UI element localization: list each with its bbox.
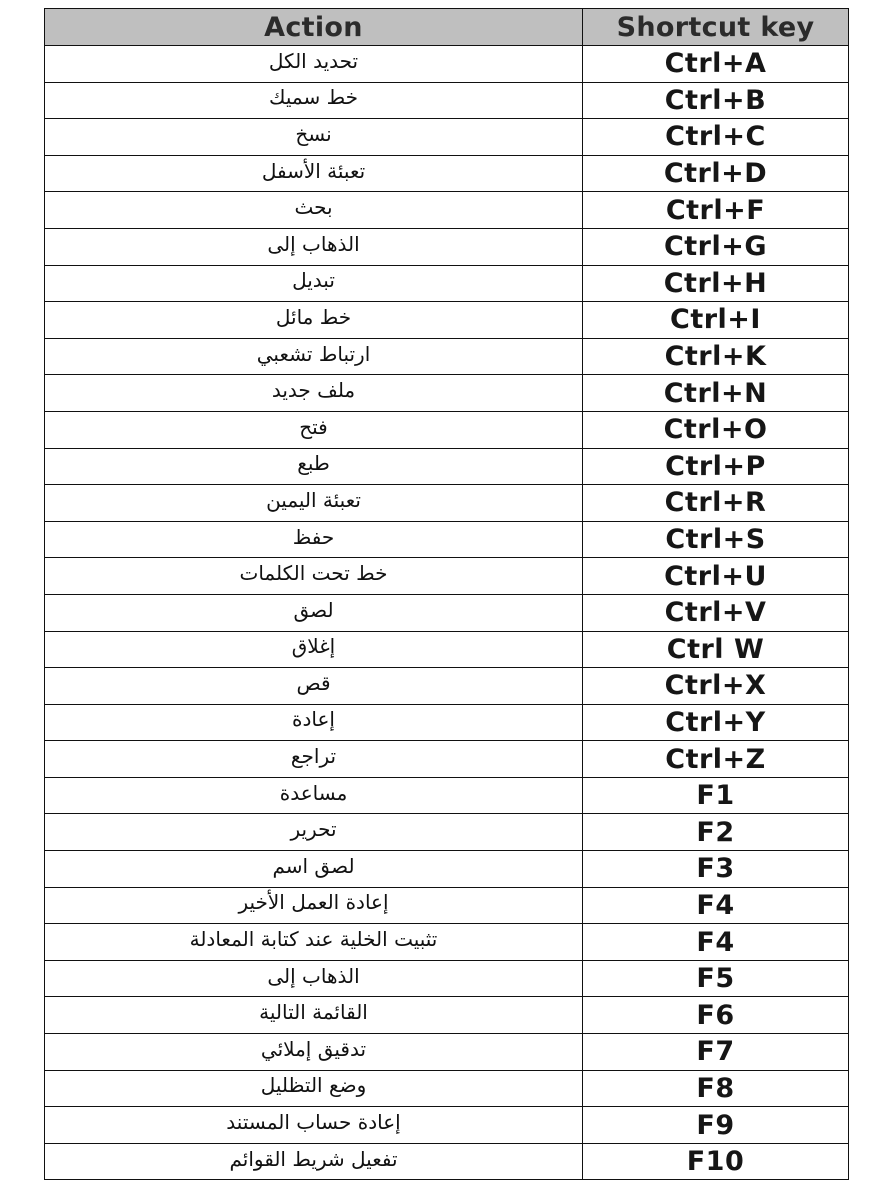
table-row [45, 1143, 849, 1180]
action-cell [45, 46, 583, 83]
table-row [45, 1107, 849, 1144]
action-cell [45, 1107, 583, 1144]
shortcut-cell: F8 [583, 1070, 849, 1107]
table-row [45, 777, 849, 814]
shortcut-cell: Ctrl+F [583, 192, 849, 229]
action-cell [45, 1034, 583, 1071]
shortcut-cell: Ctrl+A [583, 46, 849, 83]
table-row [45, 668, 849, 705]
action-label: ملف جديد [271, 378, 356, 403]
table-body [45, 46, 849, 1180]
action-cell [45, 741, 583, 778]
action-cell [45, 887, 583, 924]
shortcut-cell: Ctrl+C [583, 119, 849, 156]
shortcut-cell: F3 [583, 851, 849, 888]
action-label: إعادة [292, 707, 335, 732]
shortcut-sheet [44, 8, 848, 1180]
table-row [45, 814, 849, 851]
shortcut-table [44, 8, 849, 1180]
table-row [45, 448, 849, 485]
action-cell [45, 82, 583, 119]
action-cell [45, 594, 583, 631]
shortcut-cell: Ctrl+R [583, 485, 849, 522]
action-label: بحث [294, 195, 333, 220]
table-row [45, 338, 849, 375]
action-label: طبع [297, 451, 330, 476]
action-label: تعبئة الأسفل [261, 158, 366, 183]
table-row [45, 485, 849, 522]
table-row [45, 924, 849, 961]
action-label: تفعيل شريط القوائم [229, 1146, 398, 1171]
shortcut-column-header: Shortcut key [583, 9, 849, 46]
table-row [45, 302, 849, 339]
shortcut-cell: Ctrl+P [583, 448, 849, 485]
shortcut-cell: Ctrl W [583, 631, 849, 668]
action-label: وضع التظليل [260, 1073, 367, 1098]
action-label: الذهاب إلى [267, 963, 360, 988]
action-cell [45, 338, 583, 375]
action-cell [45, 851, 583, 888]
shortcut-cell: F2 [583, 814, 849, 851]
shortcut-cell: Ctrl+N [583, 375, 849, 412]
action-cell [45, 448, 583, 485]
action-label: تحرير [290, 817, 337, 842]
action-cell [45, 704, 583, 741]
action-label: تبديل [292, 268, 335, 293]
table-row [45, 192, 849, 229]
table-row [45, 1070, 849, 1107]
table-row [45, 631, 849, 668]
table-row [45, 997, 849, 1034]
action-cell [45, 485, 583, 522]
action-label: تحديد الكل [268, 48, 359, 73]
action-label: الذهاب إلى [267, 231, 360, 256]
shortcut-cell: F4 [583, 887, 849, 924]
action-cell [45, 960, 583, 997]
action-label: إعادة العمل الأخير [238, 890, 389, 915]
shortcut-cell: F7 [583, 1034, 849, 1071]
action-label: تراجع [290, 744, 337, 769]
action-cell [45, 119, 583, 156]
shortcut-cell: Ctrl+B [583, 82, 849, 119]
action-label: القائمة التالية [259, 1000, 368, 1025]
table-row [45, 851, 849, 888]
action-cell [45, 411, 583, 448]
shortcut-cell: Ctrl+I [583, 302, 849, 339]
shortcut-cell: F4 [583, 924, 849, 961]
action-label: تعبئة اليمين [266, 487, 361, 512]
action-label: تدقيق إملائي [260, 1036, 367, 1061]
shortcut-cell: Ctrl+Y [583, 704, 849, 741]
shortcut-cell: Ctrl+Z [583, 741, 849, 778]
shortcut-cell: F10 [583, 1143, 849, 1180]
action-label: خط مائل [275, 304, 352, 329]
table-row [45, 558, 849, 595]
action-cell [45, 777, 583, 814]
shortcut-cell: Ctrl+V [583, 594, 849, 631]
shortcut-cell: Ctrl+K [583, 338, 849, 375]
action-label: تثبيت الخلية عند كتابة المعادلة [189, 927, 438, 952]
action-cell [45, 1070, 583, 1107]
table-row [45, 521, 849, 558]
action-column-header: Action [45, 9, 583, 46]
table-row [45, 594, 849, 631]
table-row [45, 1034, 849, 1071]
header-row [45, 9, 849, 46]
action-label: خط تحت الكلمات [239, 561, 388, 586]
table-row [45, 375, 849, 412]
shortcut-cell: Ctrl+H [583, 265, 849, 302]
action-cell [45, 558, 583, 595]
table-row [45, 960, 849, 997]
action-label: لصق [293, 597, 334, 622]
table-row [45, 119, 849, 156]
action-label: خط سميك [269, 85, 358, 110]
shortcut-cell: F9 [583, 1107, 849, 1144]
action-cell [45, 521, 583, 558]
action-label: لصق اسم [272, 853, 355, 878]
table-row [45, 265, 849, 302]
action-cell [45, 631, 583, 668]
action-cell [45, 924, 583, 961]
action-cell [45, 155, 583, 192]
shortcut-cell: F5 [583, 960, 849, 997]
shortcut-cell: Ctrl+S [583, 521, 849, 558]
table-row [45, 887, 849, 924]
action-label: حفظ [292, 524, 335, 549]
action-label: إغلاق [291, 634, 336, 659]
table-row [45, 704, 849, 741]
action-label: مساعدة [279, 780, 348, 805]
action-label: قص [296, 670, 331, 695]
table-row [45, 155, 849, 192]
shortcut-cell: Ctrl+D [583, 155, 849, 192]
table-row [45, 741, 849, 778]
table-row [45, 82, 849, 119]
action-cell [45, 302, 583, 339]
action-label: فتح [299, 414, 328, 439]
action-label: ارتباط تشعبي [256, 341, 371, 366]
table-row [45, 46, 849, 83]
table-row [45, 411, 849, 448]
action-cell [45, 997, 583, 1034]
shortcut-cell: Ctrl+U [583, 558, 849, 595]
shortcut-cell: Ctrl+O [583, 411, 849, 448]
table-row [45, 228, 849, 265]
action-cell [45, 228, 583, 265]
action-cell [45, 265, 583, 302]
shortcut-cell: F1 [583, 777, 849, 814]
action-cell [45, 668, 583, 705]
action-label: نسخ [295, 121, 332, 146]
shortcut-cell: Ctrl+G [583, 228, 849, 265]
action-cell [45, 1143, 583, 1180]
action-cell [45, 192, 583, 229]
shortcut-cell: Ctrl+X [583, 668, 849, 705]
action-cell [45, 375, 583, 412]
action-label: إعادة حساب المستند [226, 1110, 401, 1135]
shortcut-cell: F6 [583, 997, 849, 1034]
action-cell [45, 814, 583, 851]
